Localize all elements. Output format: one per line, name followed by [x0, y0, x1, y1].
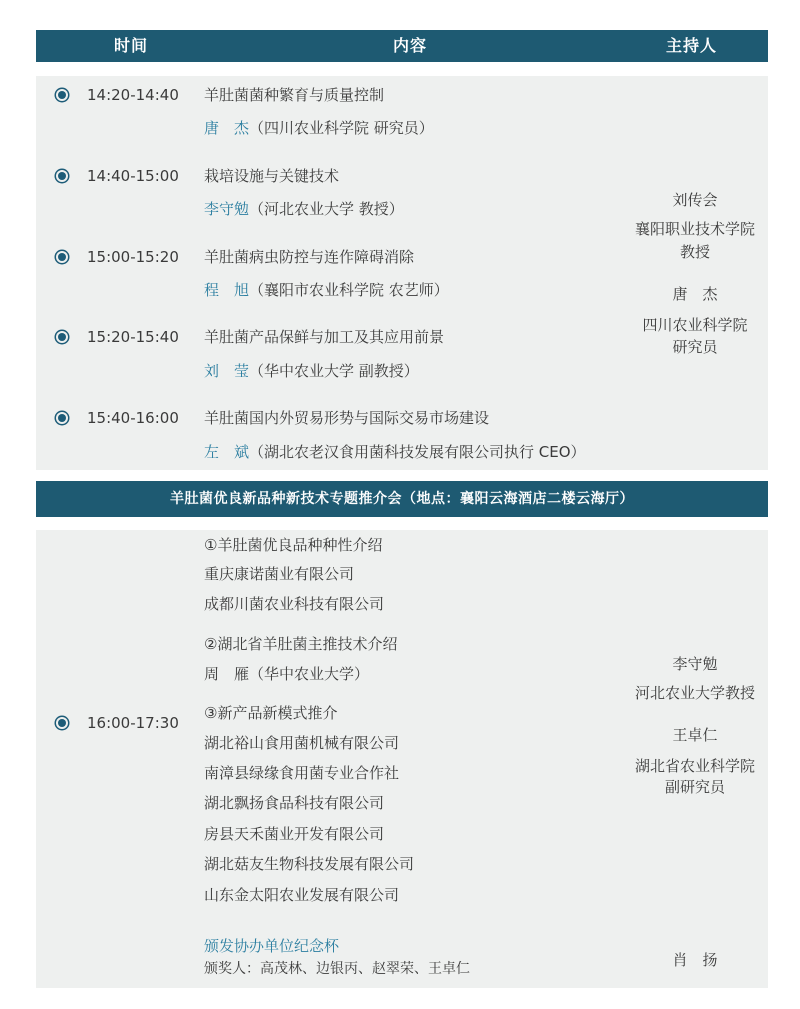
host-title: 副研究员: [664, 778, 726, 796]
host-affiliation: 湖北省农业科学院: [634, 757, 756, 775]
row-time: 14:20-14:40: [87, 86, 179, 104]
session-2-banner: 羊肚菌优良新品种新技术专题推介会（地点：襄阳云海酒店二楼云海厅）: [36, 481, 768, 517]
speaker-name: 李守勉: [204, 200, 250, 218]
row-speaker: [204, 361, 419, 381]
row-speaker: [204, 442, 586, 462]
company-item: 成都川菌农业科技有限公司: [204, 595, 385, 613]
host-name: 唐 杰: [672, 285, 718, 303]
company-item: 南漳县绿缘食用菌专业合作社: [204, 764, 400, 782]
host-name: 王卓仁: [672, 726, 718, 744]
company-item: 重庆康诺菌业有限公司: [204, 565, 355, 583]
speaker-name: 程 旭: [204, 281, 250, 299]
row-time: 14:40-15:00: [87, 167, 179, 185]
timeline-bullet: [58, 91, 66, 99]
header-content: 内容: [393, 36, 428, 55]
award-host-name: 肖 扬: [672, 951, 718, 969]
company-item: 湖北菇友生物科技发展有限公司: [204, 855, 415, 873]
row-speaker: [204, 280, 449, 300]
host-affiliation: 襄阳职业技术学院: [634, 220, 756, 238]
row-time: 15:40-16:00: [87, 409, 179, 427]
intro-item: ③新产品新模式推介: [204, 704, 338, 722]
row-speaker: [204, 199, 404, 219]
intro-item: ①羊肚菌优良品种种性介绍: [204, 536, 383, 554]
row-speaker: [204, 118, 434, 138]
row-topic: 羊肚菌国内外贸易形势与国际交易市场建设: [204, 409, 490, 427]
timeline-bullet: [58, 414, 66, 422]
speaker-name: 左 斌: [204, 443, 250, 461]
timeline-bullet: [58, 333, 66, 341]
speaker-name: 唐 杰: [204, 119, 250, 137]
row-topic: 栽培设施与关键技术: [204, 167, 340, 185]
header-time: 时间: [114, 36, 149, 55]
speaker-affiliation: （河北农业大学 教授）: [249, 200, 404, 218]
header-host: 主持人: [666, 36, 718, 55]
host-name: 刘传会: [672, 191, 718, 209]
row-time: 15:20-15:40: [87, 328, 179, 346]
award-presenters: 颁奖人：高茂林、边银丙、赵翠荣、王卓仁: [204, 961, 470, 977]
company-item: 房县天禾菌业开发有限公司: [204, 825, 385, 843]
row-topic: 羊肚菌产品保鲜与加工及其应用前景: [204, 328, 445, 346]
host-affiliation: 河北农业大学教授: [634, 684, 756, 702]
row-topic: 羊肚菌菌种繁育与质量控制: [204, 86, 385, 104]
row-time: 16:00-17:30: [87, 714, 179, 732]
company-item: 山东金太阳农业发展有限公司: [204, 886, 400, 904]
host-title: 研究员: [672, 338, 718, 356]
host-name: 李守勉: [672, 655, 718, 673]
row-time: 15:00-15:20: [87, 248, 179, 266]
company-item: 湖北飘扬食品科技有限公司: [204, 794, 385, 812]
speaker-affiliation: （湖北农老汉食用菌科技发展有限公司执行 CEO）: [249, 443, 586, 461]
speaker-item: 周 雁（华中农业大学）: [204, 665, 370, 683]
speaker-affiliation: （襄阳市农业科学院 农艺师）: [249, 281, 449, 299]
speaker-affiliation: （四川农业科学院 研究员）: [249, 119, 434, 137]
schedule-header: [36, 30, 768, 62]
timeline-bullet: [58, 253, 66, 261]
award-title: 颁发协办单位纪念杯: [204, 937, 340, 955]
company-item: 湖北裕山食用菌机械有限公司: [204, 734, 400, 752]
host-affiliation: 四川农业科学院: [642, 316, 748, 334]
speaker-affiliation: （华中农业大学 副教授）: [249, 362, 419, 380]
speaker-name: 刘 莹: [204, 362, 250, 380]
timeline-bullet: [58, 719, 66, 727]
host-title: 教授: [679, 243, 711, 261]
row-topic: 羊肚菌病虫防控与连作障碍消除: [204, 248, 415, 266]
intro-item: ②湖北省羊肚菌主推技术介绍: [204, 635, 398, 653]
timeline-bullet: [58, 172, 66, 180]
